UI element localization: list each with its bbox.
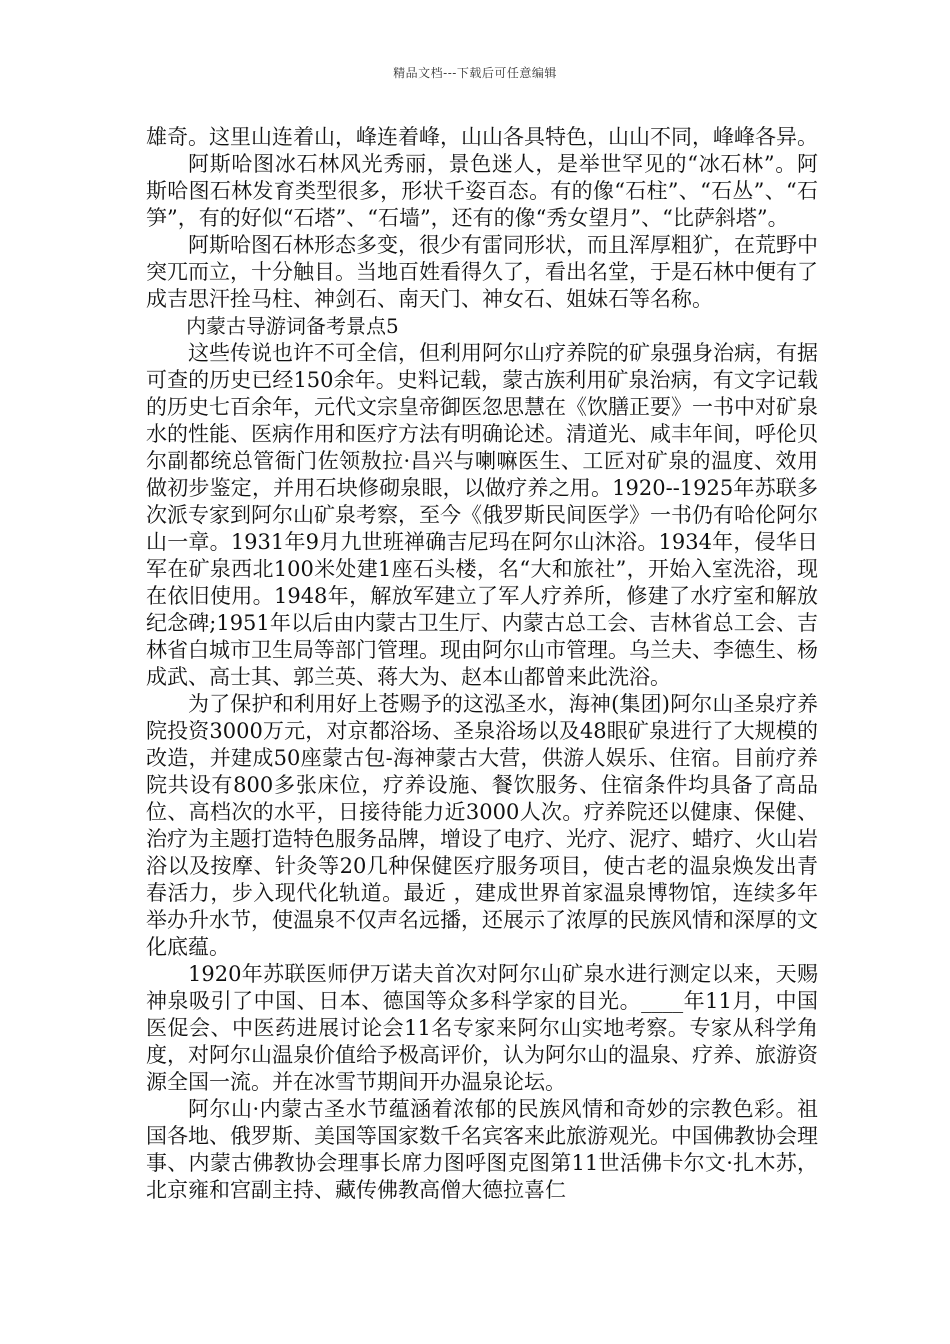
page-header: 精品文档---下载后可任意编辑: [393, 66, 557, 80]
paragraph-holy-water-festival: 阿尔山·内蒙古圣水节蕴涵着浓郁的民族风情和奇妙的宗教色彩。祖国各地、俄罗斯、美国等国家数千名宾客来此旅游观光。中国佛教协会理事、内蒙古佛教协会理事长席力图呼图克图第11世活佛卡尔文·扎木苏，北京雍和宫副主持、藏传佛教高僧大德拉喜仁: [146, 1097, 818, 1202]
document-body: [146, 124, 818, 1204]
paragraph-continuation: 雄奇。这里山连着山，峰连着峰，山山各具特色，山山不同，峰峰各异。: [146, 125, 818, 149]
paragraph-sanatorium: 为了保护和利用好上苍赐予的这泓圣水，海神(集团)阿尔山圣泉疗养院投资3000万元，对京都浴场、圣泉浴场以及48眼矿泉进行了大规模的改造，并建成50座蒙古包-海神蒙古大营，供游人娱乐、住宿。目前疗养院共设有800多张床位，疗养设施、餐饮服务、住宿条件均具备了高品位、高档次的水平，日接待能力近3000人次。疗养院还以健康、保健、治疗为主题打造特色服务品牌，增设了电疗、光疗、泥疗、蜡疗、火山岩浴以及按摩、针灸等20几种保健医疗服务项目，使古老的温泉焕发出青春活力，步入现代化轨道。最近 ，建成世界首家温泉博物馆，连续多年举办升水节，使温泉不仅声名远播，还展示了浓厚的民族风情和深厚的文化底蕴。: [146, 692, 818, 959]
paragraph-stone-forest-shapes: 阿斯哈图石林形态多变，很少有雷同形状，而且浑厚粗犷，在荒野中突兀而立，十分触目。当地百姓看得久了，看出名堂，于是石林中便有了成吉思汗拴马柱、神剑石、南天门、神女石、姐妹石等名称。: [146, 233, 818, 311]
paragraph-scientists: 1920年苏联医师伊万诺夫首次对阿尔山矿泉水进行测定以来，天赐神泉吸引了中国、日本、德国等众多科学家的目光。____年11月，中国医促会、中医药进展讨论会11名专家来阿尔山实地考察。专家从科学角度，对阿尔山温泉价值给予极高评价，认为阿尔山的温泉、疗养、旅游资源全国一流。并在冰雪节期间开办温泉论坛。: [146, 962, 818, 1094]
paragraph-spring-history: 这些传说也许不可全信，但利用阿尔山疗养院的矿泉强身治病，有据可查的历史已经150余年。史料记载，蒙古族利用矿泉治病，有文字记载的历史七百余年，元代文宗皇帝御医忽思慧在《饮膳正要》一书中对矿泉水的性能、医病作用和医疗方法有明确论述。清道光、咸丰年间，呼伦贝尔副都统总管衙门佐领敖拉·昌兴与喇嘛医生、工匠对矿泉的温度、效用做初步鉴定，并用石块修砌泉眼，以做疗养之用。1920--1925年苏联多次派专家到阿尔山矿泉考察，至今《俄罗斯民间医学》一书仍有哈伦阿尔山一章。1931年9月九世班禅确吉尼玛在阿尔山沐浴。1934年，侵华日军在矿泉西北100米处建1座石头楼，名“大和旅社”，开始入室洗浴，现在依旧使用。1948年，解放军建立了军人疗养所，修建了水疗室和解放纪念碑;1951年以后由内蒙古卫生厅、内蒙古总工会、吉林省总工会、吉林省白城市卫生局等部门管理。现由阿尔山市管理。乌兰夫、李德生、杨成武、高士其、郭兰英、蒋大为、赵本山都曾来此洗浴。: [146, 341, 818, 689]
section-heading: 内蒙古导游词备考景点5: [186, 314, 399, 338]
paragraph-ice-stone-forest: 阿斯哈图冰石林风光秀丽，景色迷人，是举世罕见的“冰石林”。阿斯哈图石林发育类型很多，形状千姿百态。有的像“石柱”、“石丛”、“石笋”，有的好似“石塔”、“石墙”，还有的像“秀女望月”、“比萨斜塔”。: [146, 152, 818, 230]
